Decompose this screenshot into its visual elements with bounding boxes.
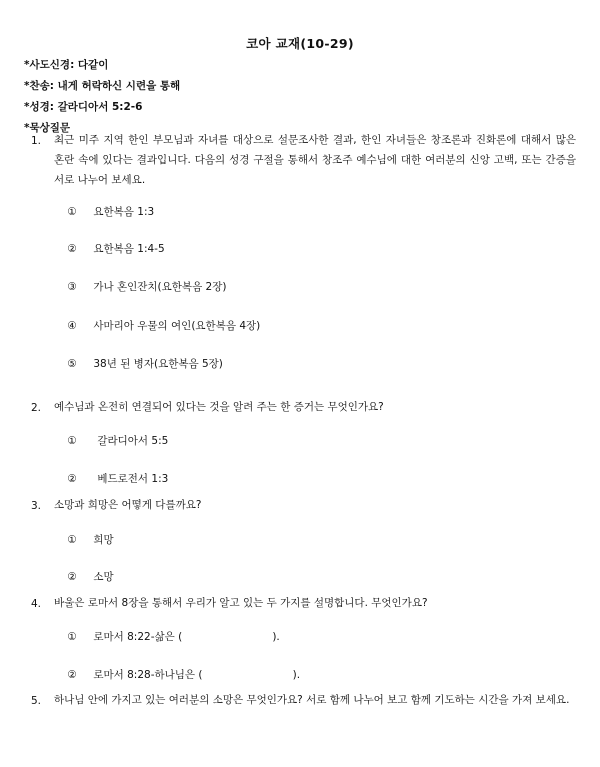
question-1-option-4 <box>54 306 260 345</box>
question-1-option-2 <box>54 229 165 268</box>
question-3-option-1 <box>54 520 114 559</box>
question-1-option-1 <box>54 192 154 231</box>
option-marker: ⑤ <box>67 358 77 370</box>
page-title: 코아 교재(10-29) <box>246 36 354 51</box>
option-marker: ① <box>67 435 77 447</box>
option-marker: ② <box>67 571 77 583</box>
question-2-number: 2. <box>31 402 42 414</box>
question-2-option-1 <box>54 421 168 460</box>
question-2-option-2 <box>54 459 168 498</box>
option-text: 38년 된 병자(요한복음 5장) <box>93 358 223 370</box>
question-3-text: 소망과 희망은 어떻게 다를까요? <box>54 499 202 511</box>
question-1-number: 1. <box>31 135 42 147</box>
option-marker: ① <box>67 206 77 218</box>
option-marker: ① <box>67 534 77 546</box>
question-4-option-2 <box>54 655 300 694</box>
option-marker: ② <box>67 473 77 485</box>
option-marker: ① <box>67 631 77 643</box>
option-marker: ② <box>67 243 77 255</box>
question-3-option-2 <box>54 557 114 596</box>
hymn-line: *찬송: 내게 허락하신 시련을 통해 <box>24 80 181 92</box>
option-marker: ④ <box>67 320 77 332</box>
question-4-number: 4. <box>31 598 42 610</box>
question-5-text: 하나님 안에 가지고 있는 여러분의 소망은 무엇인가요? 서로 함께 나누어 보고 함께 기도하는 시간을 가져 보세요. <box>54 694 570 706</box>
option-text: 가나 혼인잔치(요한복음 2장) <box>93 281 227 293</box>
option-marker: ② <box>67 669 77 681</box>
meditation-heading: *묵상질문 <box>24 122 71 134</box>
question-4-text: 바울은 로마서 8장을 통해서 우리가 알고 있는 두 가지를 설명합니다. 무엇인가요? <box>54 597 428 609</box>
question-2-text: 예수님과 온전히 연결되어 있다는 것을 알려 주는 한 증거는 무엇인가요? <box>54 401 384 413</box>
question-1-text: 최근 미주 지역 한인 부모님과 자녀를 대상으로 설문조사한 결과, 한인 자녀들은 창조론과 진화론에 대해서 많은 혼란 속에 있다는 결과입니다. 다음의 성경 구절을 통해서 창조주 예수님에 대한 여러분의 신앙 고백, 또는 간증을 서로 나누어 보세요. <box>54 134 576 186</box>
question-1-option-5 <box>54 344 223 383</box>
scripture-line: *성경: 갈라디아서 5:2-6 <box>24 101 143 113</box>
option-text: 로마서 8:28-하나님은 ( ). <box>93 669 301 681</box>
option-text: 소망 <box>93 571 114 583</box>
option-text: 베드로전서 1:3 <box>97 473 169 485</box>
question-1-option-3 <box>54 267 226 306</box>
option-text: 요한복음 1:4-5 <box>93 243 165 255</box>
option-text: 로마서 8:22-삶은 ( ). <box>93 631 280 643</box>
question-3-number: 3. <box>31 500 42 512</box>
option-text: 갈라디아서 5:5 <box>97 435 169 447</box>
option-text: 요한복음 1:3 <box>93 206 155 218</box>
question-5-number: 5. <box>31 695 42 707</box>
option-text: 사마리아 우물의 여인(요한복음 4장) <box>93 320 261 332</box>
option-marker: ③ <box>67 281 77 293</box>
apostles-creed-line: *사도신경: 다같이 <box>24 59 109 71</box>
question-4-option-1 <box>54 617 280 656</box>
option-text: 희망 <box>93 534 114 546</box>
